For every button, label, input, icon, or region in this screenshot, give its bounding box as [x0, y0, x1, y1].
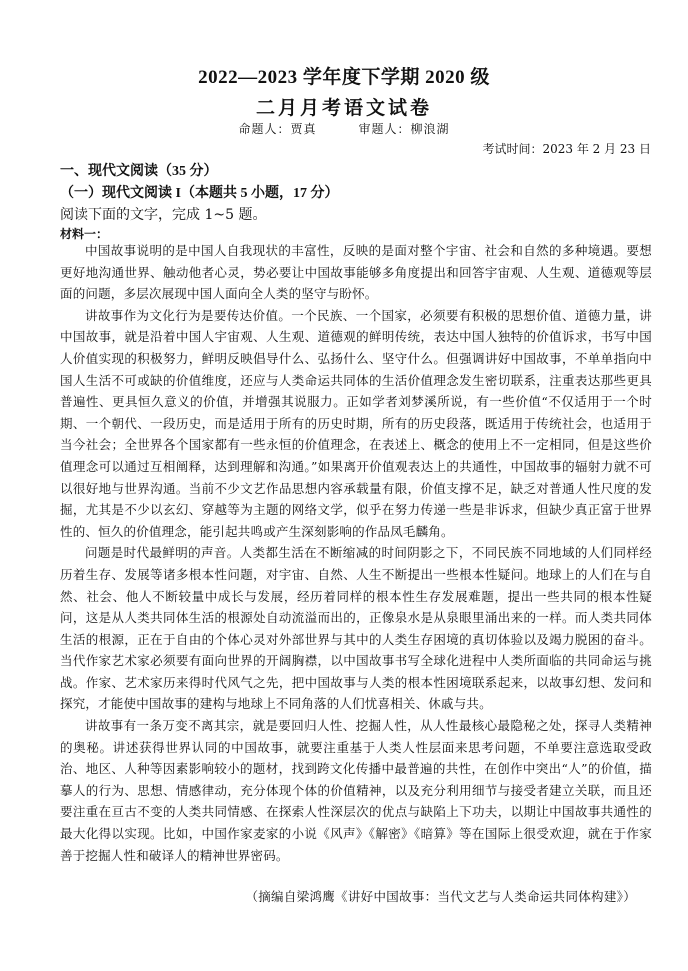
paragraph: 讲故事有一条万变不离其宗，就是要回归人性、挖掘人性，从人性最核心最隐秘之处，探寻人类精神的奥秘。讲述获得世界认同的中国故事，就要注重基于人类人性层面来思考问题，不单要注意选取受政治、地区、人种等因素影响较小的题材，找到跨文化传播中最普遍的共性，在创作中突出“人”的价值，描摹人的行为、思想、情感律动，充分体现个体的价值精神，以及充分利用细节与接受者建立关联，而且还要注重在亘古不变的人类共同情感、在探索人性深层次的优点与缺陷上下功夫，以期让中国故事共通性的最大化得以实现。比如，中国作家麦家的小说《风声》《解密》《暗算》等在国际上很受欢迎，就在于作家善于挖掘人性和破译人的精神世界密码。 — [60, 718, 652, 863]
source-citation: （摘编自梁鸿鹰《讲好中国故事：当代文艺与人类命运共同体构建》） — [245, 889, 636, 904]
section-heading: 一、现代文阅读（35 分） — [60, 164, 218, 179]
material-label: 材料一： — [60, 227, 109, 241]
passage-body — [60, 240, 652, 866]
exam-time: 考试时间：2023 年 2 月 23 日 — [482, 142, 651, 156]
author-line — [0, 120, 688, 137]
reviewer: 审题人：柳浪湖 — [358, 122, 450, 136]
sub-section-heading: （一）现代文阅读 I（本题共 5 小题，17 分） — [60, 186, 339, 201]
paragraph: 讲故事作为文化行为是要传达价值。一个民族、一个国家，必须要有积极的思想价值、道德力量，讲中国故事，就是沿着中国人宇宙观、人生观、道德观的鲜明传统，表达中国人独特的价值诉求，书写中国人价值实现的积极努力，鲜明反映倡导什么、弘扬什么、坚守什么。但强调讲好中国故事，不单单指向中国人生活不可或缺的价值维度，还应与人类命运共同体的生活价值理念发生密切联系，注重表达那些更具普遍性、更具恒久意义的价值，并增强其说服力。正如学者刘梦溪所说，有一些价值“不仅适用于一个时期、一个朝代、一段历史，而是适用于所有的历史时期，所有的历史段落，既适用于传统社会，也适用于当今社会；全世界各个国家都有一些永恒的价值理念，在表述上、概念的使用上不一定相同，但是这些价值理念可以通过互相阐释，达到理解和沟通。”如果离开价值观表达上的共通性，中国故事的辐射力就不可以很好地与世界沟通。当前不少文艺作品思想内容承载量有限，价值支撑不足，缺乏对普通人性尺度的发掘，尤其是不少以玄幻、穿越等为主题的网络文学，似乎在努力传递一些是非诉求，但缺少真正富于世界性的、恒久的价值理念，能引起共鸣或产生深刻影响的作品凤毛麟角。 — [60, 307, 652, 539]
paragraph: 问题是时代最鲜明的声音。人类都生活在不断缩减的时间阴影之下，不同民族不同地域的人们同样经历着生存、发展等诸多根本性问题，对宇宙、自然、人生不断提出一些根本性疑问。地球上的人们在与自然、社会、他人不断较量中成长与发展，经历着同样的根本性生存发展难题，提出一些共同的根本性疑问，这是从人类共同体生活的根源处自动流溢而出的，正像泉水是从泉眼里涌出来的一样。而人类共同体生活的根源，正在于自由的个体心灵对外部世界与其中的人类生存困境的真切体验以及竭力脱困的奋斗。当代作家艺术家必须要有面向世界的开阔胸襟，以中国故事书写全球化进程中人类所面临的共同命运与挑战。作家、艺术家历来得时代风气之先，把中国故事与人类的根本性困境联系起来，以故事幻想、发问和探究，才能使中国故事的建构与地球上不同角落的人们忧喜相关、休戚与共。 — [60, 545, 652, 712]
exam-subtitle: 二月月考语文试卷 — [255, 98, 432, 119]
paragraph: 中国故事说明的是中国人自我现状的丰富性，反映的是面对整个宇宙、社会和自然的多种境遇。要想更好地沟通世界、触动他者心灵，势必要让中国故事能够多角度提出和回答宇宙观、人生观、道德观等层面的问题，多层次展现中国人面向全人类的坚守与盼怀。 — [60, 243, 652, 302]
instruction: 阅读下面的文字，完成 1~5 题。 — [60, 207, 267, 223]
proposer: 命题人：贾真 — [238, 122, 317, 136]
exam-title: 2022—2023 学年度下学期 2020 级 — [198, 67, 490, 88]
